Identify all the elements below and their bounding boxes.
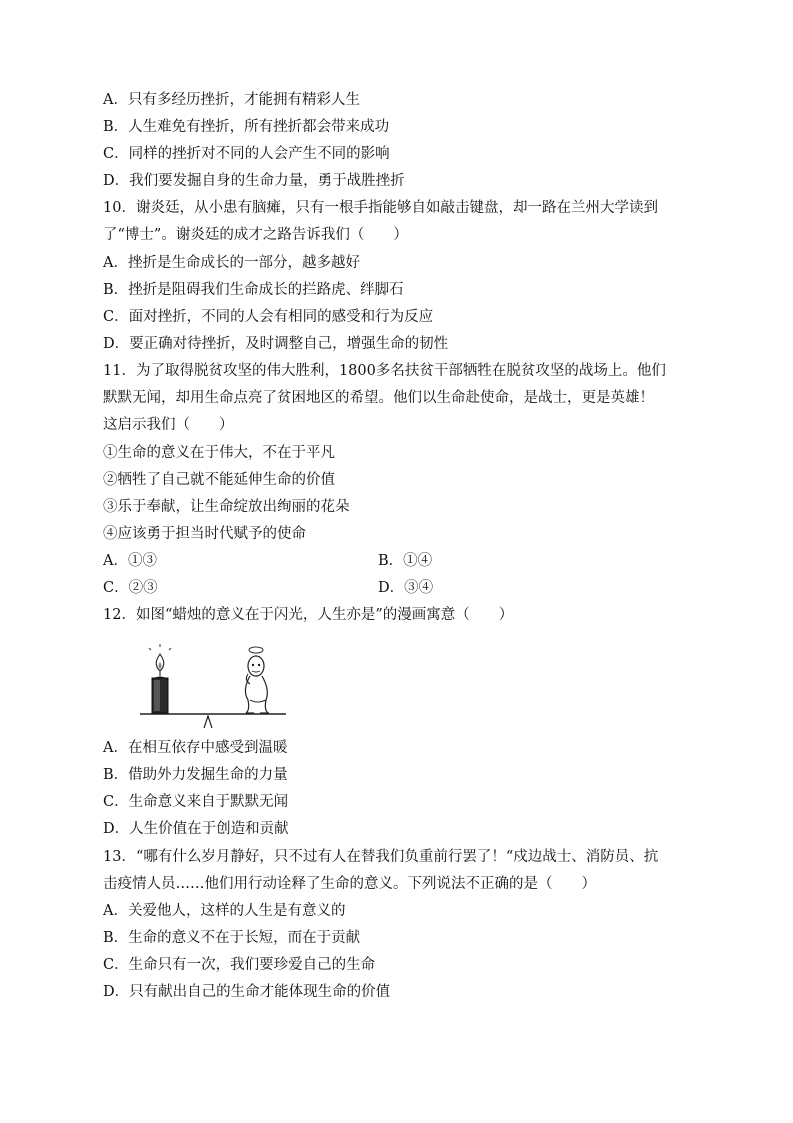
q12-stem: 12．如图“蜡烛的意义在于闪光，人生亦是”的漫画寓意（ ） [103, 607, 514, 623]
q13-option-d: D．只有献出自己的生命才能体现生命的价值 [103, 984, 391, 1000]
q13-stem-line-2: 击疫情人员……他们用行动诠释了生命的意义。下列说法不正确的是（ ） [103, 876, 596, 892]
q11-option-a: A．①③ [103, 553, 157, 569]
candle-seesaw-cartoon [138, 640, 288, 732]
q13-option-c: C．生命只有一次，我们要珍爱自己的生命 [103, 957, 376, 973]
q10-option-b: B．挫折是阻碍我们生命成长的拦路虎、绊脚石 [103, 282, 404, 298]
q13-stem-line-1: 13．“哪有什么岁月静好，只不过有人在替我们负重前行罢了！“戍边战士、消防员、抗 [103, 849, 659, 865]
q10-option-c: C．面对挫折，不同的人会有相同的感受和行为反应 [103, 309, 434, 325]
q13-option-b: B．生命的意义不在于长短，而在于贡献 [103, 930, 361, 946]
q11-stem-line-3: 这启示我们（ ） [103, 417, 234, 433]
q11-stem-line-1: 11．为了取得脱贫攻坚的伟大胜利，1800多名扶贫干部牺牲在脱贫攻坚的战场上。他们 [103, 363, 666, 379]
q11-option-b: B．①④ [378, 553, 433, 569]
q9-option-d: D．我们要发掘自身的生命力量，勇于战胜挫折 [103, 173, 405, 189]
q11-statement-3: ③乐于奉献，让生命绽放出绚丽的花朵 [103, 499, 350, 515]
q11-option-c: C．②③ [103, 580, 158, 596]
q10-stem-line-1: 10．谢炎廷，从小患有脑瘫，只有一根手指能够自如敲击键盘，却一路在兰州大学读到 [103, 200, 658, 216]
q10-option-a: A．挫折是生命成长的一部分，越多越好 [103, 255, 360, 271]
q10-option-d: D．要正确对待挫折，及时调整自己，增强生命的韧性 [103, 336, 449, 352]
q11-statement-4: ④应该勇于担当时代赋予的使命 [103, 526, 306, 542]
q12-option-d: D．人生价值在于创造和贡献 [103, 821, 289, 837]
q9-option-b: B．人生难免有挫折，所有挫折都会带来成功 [103, 119, 390, 135]
q11-option-d: D．③④ [378, 580, 434, 596]
q12-option-b: B．借助外力发掘生命的力量 [103, 767, 288, 783]
q11-statement-2: ②牺牲了自己就不能延伸生命的价值 [103, 472, 335, 488]
q11-statement-1: ①生命的意义在于伟大，不在于平凡 [103, 445, 335, 461]
q9-option-c: C．同样的挫折对不同的人会产生不同的影响 [103, 146, 390, 162]
q12-option-a: A．在相互依存中感受到温暖 [103, 740, 288, 756]
q12-option-c: C．生命意义来自于默默无闻 [103, 794, 289, 810]
q11-stem-line-2: 默默无闻，却用生命点亮了贫困地区的希望。他们以生命赴使命，是战士，更是英雄！ [103, 390, 654, 406]
q9-option-a: A．只有多经历挫折，才能拥有精彩人生 [103, 92, 360, 108]
q10-stem-line-2: 了“博士”。谢炎廷的成才之路告诉我们（ ） [103, 227, 408, 243]
q13-option-a: A．关爱他人，这样的人生是有意义的 [103, 903, 346, 919]
